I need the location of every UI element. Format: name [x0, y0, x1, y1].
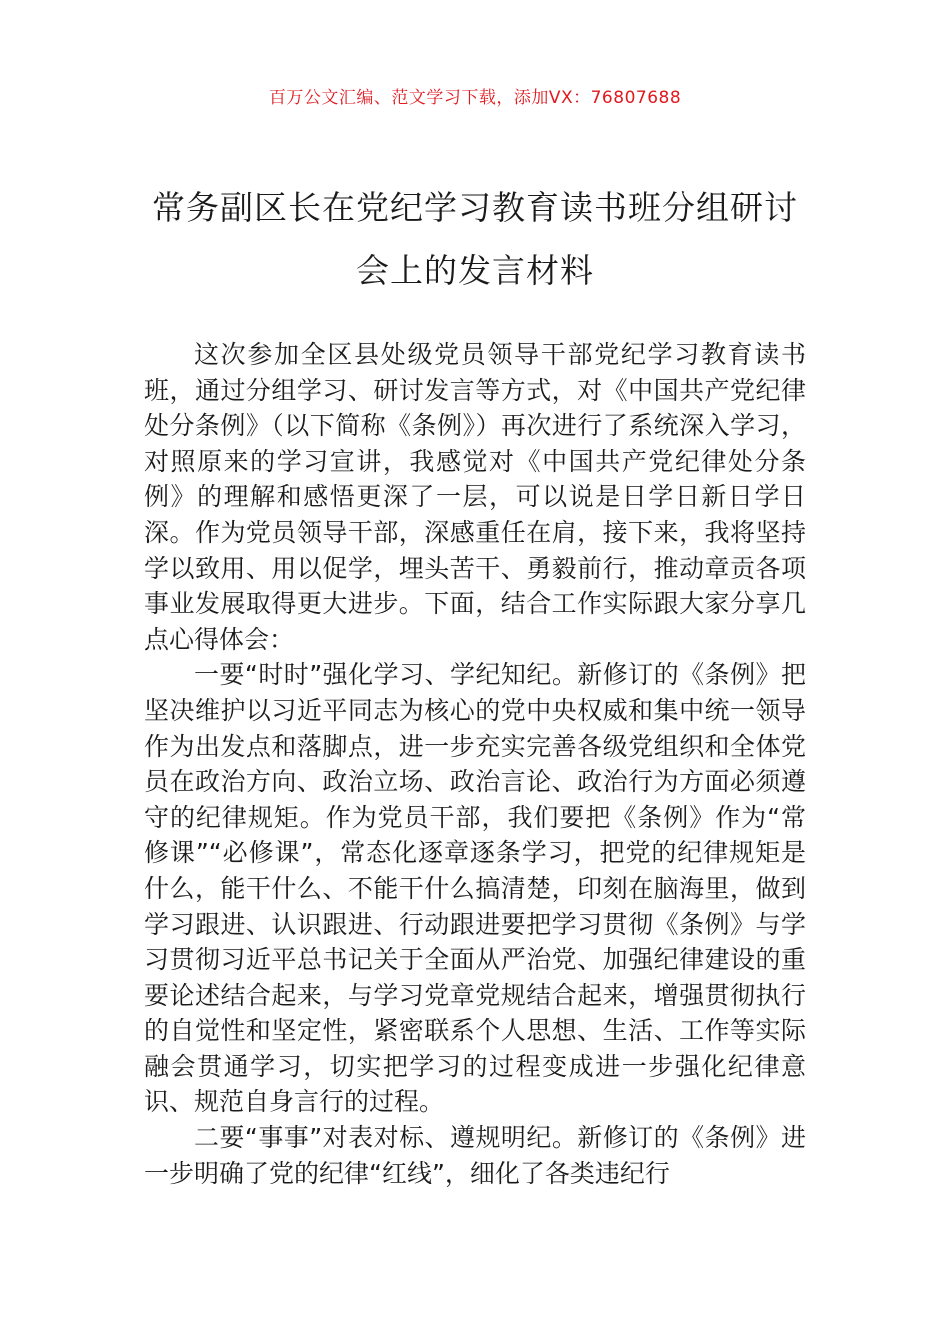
- paragraph-point-two: 二要“事事”对表对标、遵规明纪。新修订的《条例》进一步明确了党的纪律“红线”，细化了各类违纪行: [144, 1123, 806, 1188]
- document-body: [144, 337, 806, 1191]
- document-title: 常务副区长在党纪学习教育读书班分组研讨会上的发言材料: [152, 188, 798, 290]
- paragraph-intro: 这次参加全区县处级党员领导干部党纪学习教育读书班，通过分组学习、研讨发言等方式，对《中国共产党纪律处分条例》（以下简称《条例》）再次进行了系统深入学习，对照原来的学习宣讲，我感觉对《中国共产党纪律处分条例》的理解和感悟更深了一层，可以说是日学日新日学日深。作为党员领导干部，深感重任在肩，接下来，我将坚持学以致用、用以促学，埋头苦干、勇毅前行，推动章贡各项事业发展取得更大进步。下面，结合工作实际跟大家分享几点心得体会：: [144, 340, 806, 654]
- header-watermark-note: 百万公文汇编、范文学习下载，添加VX：76807688: [268, 88, 682, 108]
- paragraph-point-one: 一要“时时”强化学习、学纪知纪。新修订的《条例》把坚决维护以习近平同志为核心的党中央权威和集中统一领导作为出发点和落脚点，进一步充实完善各级党组织和全体党员在政治方向、政治立场、政治言论、政治行为方面必须遵守的纪律规矩。作为党员干部，我们要把《条例》作为“常修课”“必修课”，常态化逐章逐条学习，把党的纪律规矩是什么，能干什么、不能干什么搞清楚，印刻在脑海里，做到学习跟进、认识跟进、行动跟进要把学习贯彻《条例》与学习贯彻习近平总书记关于全面从严治党、加强纪律建设的重要论述结合起来，与学习党章党规结合起来，增强贯彻执行的自觉性和坚定性，紧密联系个人思想、生活、工作等实际融会贯通学习，切实把学习的过程变成进一步强化纪律意识、规范自身言行的过程。: [144, 660, 806, 1117]
